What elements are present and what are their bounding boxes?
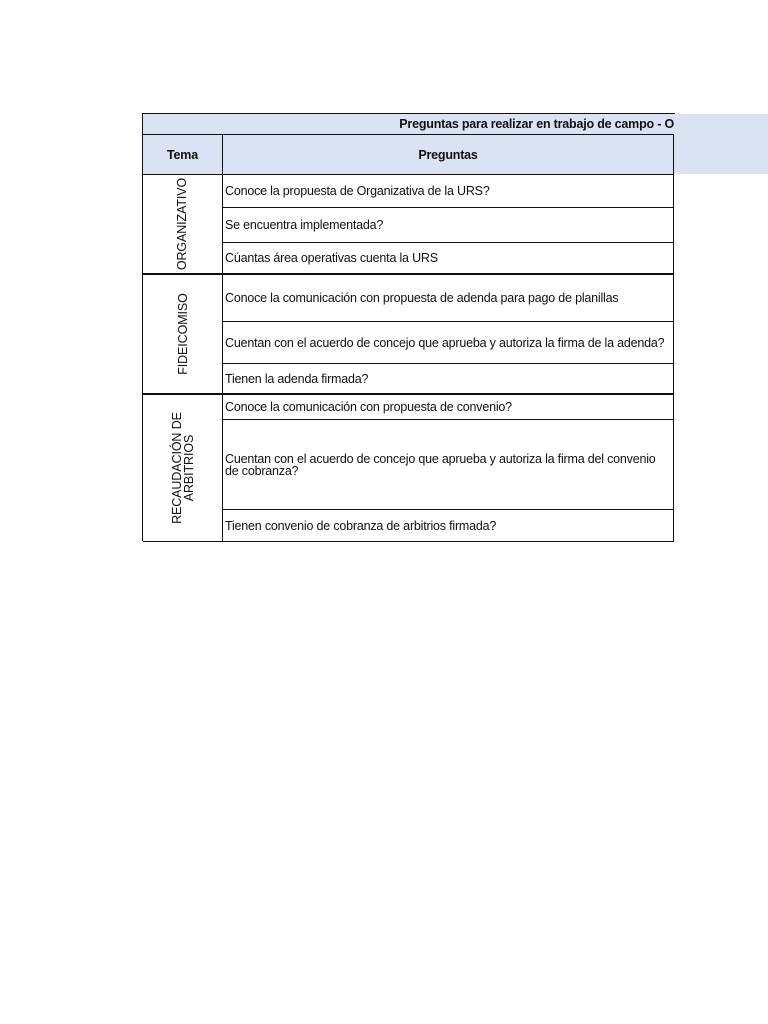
question-cell: Conoce la comunicación con propuesta de convenio? xyxy=(223,395,674,420)
topic-label-line2: ARBITRIOS xyxy=(181,434,196,502)
question-cell: Cuentan con el acuerdo de concejo que aprueba y autoriza la firma de la adenda? xyxy=(223,322,674,364)
topic-recaudacion-de-arbitrios xyxy=(143,395,223,542)
header-fill-extension xyxy=(674,114,768,174)
topic-label xyxy=(171,412,195,524)
question-cell: Tienen convenio de cobranza de arbitrios firmada? xyxy=(223,510,674,542)
header-preguntas: Preguntas xyxy=(223,135,674,175)
questions-table xyxy=(142,113,675,541)
table-title-row xyxy=(143,114,674,135)
topic-label-line1: RECAUDACIÓN DE xyxy=(169,412,184,524)
table-title: Preguntas para realizar en trabajo de campo - O xyxy=(399,117,674,131)
topic-label: ORGANIZATIVO xyxy=(175,177,190,271)
topic-label: FIDEICOMISO xyxy=(175,293,190,375)
question-cell: Se encuentra implementada? xyxy=(223,208,674,243)
header-tema: Tema xyxy=(143,135,223,175)
question-cell: Conoce la comunicación con propuesta de adenda para pago de planillas xyxy=(223,275,674,322)
question-cell: Cúantas área operativas cuenta la URS xyxy=(223,243,674,275)
topic-organizativo xyxy=(143,175,223,275)
question-cell: Cuentan con el acuerdo de concejo que aprueba y autoriza la firma del convenio de cobranza? xyxy=(223,420,674,510)
question-cell: Tienen la adenda firmada? xyxy=(223,364,674,395)
question-cell: Conoce la propuesta de Organizativa de la URS? xyxy=(223,175,674,208)
topic-fideicomiso xyxy=(143,275,223,395)
